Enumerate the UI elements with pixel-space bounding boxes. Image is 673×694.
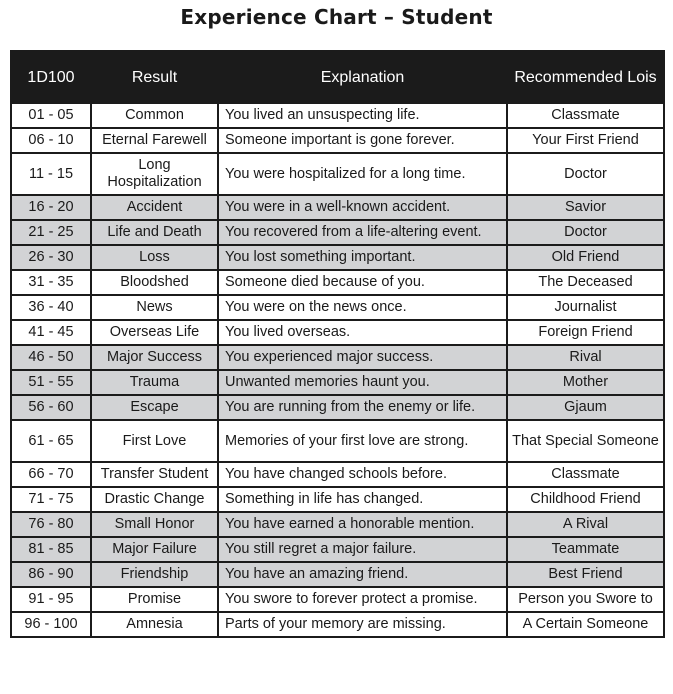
roll-cell: 41 - 45 — [11, 320, 91, 345]
roll-cell: 81 - 85 — [11, 537, 91, 562]
result-cell: Long Hospitalization — [91, 153, 218, 195]
lois-cell: A Certain Someone — [507, 612, 664, 637]
explanation-cell: You have an amazing friend. — [218, 562, 507, 587]
lois-cell: Person you Swore to — [507, 587, 664, 612]
table-row — [11, 320, 664, 345]
lois-cell: Doctor — [507, 220, 664, 245]
explanation-cell: You recovered from a life-altering event. — [218, 220, 507, 245]
explanation-cell: Parts of your memory are missing. — [218, 612, 507, 637]
table-row — [11, 345, 664, 370]
header-recommended-lois: Recommended Lois — [507, 51, 664, 103]
explanation-cell: You are running from the enemy or life. — [218, 395, 507, 420]
table-row — [11, 562, 664, 587]
lois-cell: Best Friend — [507, 562, 664, 587]
result-cell: Loss — [91, 245, 218, 270]
lois-cell: Journalist — [507, 295, 664, 320]
table-body — [11, 103, 664, 637]
result-cell: Promise — [91, 587, 218, 612]
roll-cell: 86 - 90 — [11, 562, 91, 587]
result-cell: Eternal Farewell — [91, 128, 218, 153]
table-row — [11, 220, 664, 245]
table-row — [11, 462, 664, 487]
table-row — [11, 395, 664, 420]
table-row — [11, 537, 664, 562]
result-cell: Drastic Change — [91, 487, 218, 512]
roll-cell: 66 - 70 — [11, 462, 91, 487]
lois-cell: A Rival — [507, 512, 664, 537]
result-cell: Accident — [91, 195, 218, 220]
result-cell: Amnesia — [91, 612, 218, 637]
roll-cell: 61 - 65 — [11, 420, 91, 462]
lois-cell: Childhood Friend — [507, 487, 664, 512]
result-cell: Trauma — [91, 370, 218, 395]
result-cell: First Love — [91, 420, 218, 462]
roll-cell: 11 - 15 — [11, 153, 91, 195]
lois-cell: Classmate — [507, 103, 664, 128]
roll-cell: 51 - 55 — [11, 370, 91, 395]
explanation-cell: You lost something important. — [218, 245, 507, 270]
explanation-cell: You were on the news once. — [218, 295, 507, 320]
table-row — [11, 420, 664, 462]
lois-cell: Doctor — [507, 153, 664, 195]
table-row — [11, 103, 664, 128]
explanation-cell: Someone died because of you. — [218, 270, 507, 295]
roll-cell: 56 - 60 — [11, 395, 91, 420]
lois-cell: Teammate — [507, 537, 664, 562]
result-cell: Small Honor — [91, 512, 218, 537]
table-row — [11, 195, 664, 220]
explanation-cell: You were in a well-known accident. — [218, 195, 507, 220]
explanation-cell: You were hospitalized for a long time. — [218, 153, 507, 195]
table-row — [11, 128, 664, 153]
roll-cell: 91 - 95 — [11, 587, 91, 612]
roll-cell: 36 - 40 — [11, 295, 91, 320]
roll-cell: 71 - 75 — [11, 487, 91, 512]
explanation-cell: You have changed schools before. — [218, 462, 507, 487]
result-cell: Major Success — [91, 345, 218, 370]
lois-cell: Savior — [507, 195, 664, 220]
lois-cell: That Special Someone — [507, 420, 664, 462]
header-row — [11, 51, 664, 103]
result-cell: News — [91, 295, 218, 320]
explanation-cell: You lived an unsuspecting life. — [218, 103, 507, 128]
lois-cell: Your First Friend — [507, 128, 664, 153]
result-cell: Transfer Student — [91, 462, 218, 487]
table-row — [11, 587, 664, 612]
result-cell: Friendship — [91, 562, 218, 587]
roll-cell: 26 - 30 — [11, 245, 91, 270]
result-cell: Overseas Life — [91, 320, 218, 345]
explanation-cell: You swore to forever protect a promise. — [218, 587, 507, 612]
lois-cell: Rival — [507, 345, 664, 370]
result-cell: Major Failure — [91, 537, 218, 562]
experience-chart-table — [10, 50, 665, 638]
explanation-cell: You still regret a major failure. — [218, 537, 507, 562]
result-cell: Bloodshed — [91, 270, 218, 295]
roll-cell: 06 - 10 — [11, 128, 91, 153]
lois-cell: Classmate — [507, 462, 664, 487]
roll-cell: 21 - 25 — [11, 220, 91, 245]
explanation-cell: You lived overseas. — [218, 320, 507, 345]
table-row — [11, 487, 664, 512]
header-result: Result — [91, 51, 218, 103]
table-row — [11, 153, 664, 195]
lois-cell: The Deceased — [507, 270, 664, 295]
lois-cell: Foreign Friend — [507, 320, 664, 345]
explanation-cell: Something in life has changed. — [218, 487, 507, 512]
lois-cell: Gjaum — [507, 395, 664, 420]
roll-cell: 01 - 05 — [11, 103, 91, 128]
explanation-cell: You have earned a honorable mention. — [218, 512, 507, 537]
explanation-cell: Memories of your first love are strong. — [218, 420, 507, 462]
explanation-cell: You experienced major success. — [218, 345, 507, 370]
table-row — [11, 512, 664, 537]
roll-cell: 46 - 50 — [11, 345, 91, 370]
roll-cell: 31 - 35 — [11, 270, 91, 295]
explanation-cell: Someone important is gone forever. — [218, 128, 507, 153]
roll-cell: 76 - 80 — [11, 512, 91, 537]
table-row — [11, 295, 664, 320]
table-row — [11, 270, 664, 295]
header-roll: 1D100 — [11, 51, 91, 103]
page-title: Experience Chart – Student — [180, 5, 493, 29]
roll-cell: 96 - 100 — [11, 612, 91, 637]
roll-cell: 16 - 20 — [11, 195, 91, 220]
table-row — [11, 612, 664, 637]
table-header — [11, 51, 664, 103]
table-row — [11, 245, 664, 270]
lois-cell: Old Friend — [507, 245, 664, 270]
result-cell: Common — [91, 103, 218, 128]
lois-cell: Mother — [507, 370, 664, 395]
result-cell: Life and Death — [91, 220, 218, 245]
header-explanation: Explanation — [218, 51, 507, 103]
explanation-cell: Unwanted memories haunt you. — [218, 370, 507, 395]
result-cell: Escape — [91, 395, 218, 420]
table-row — [11, 370, 664, 395]
